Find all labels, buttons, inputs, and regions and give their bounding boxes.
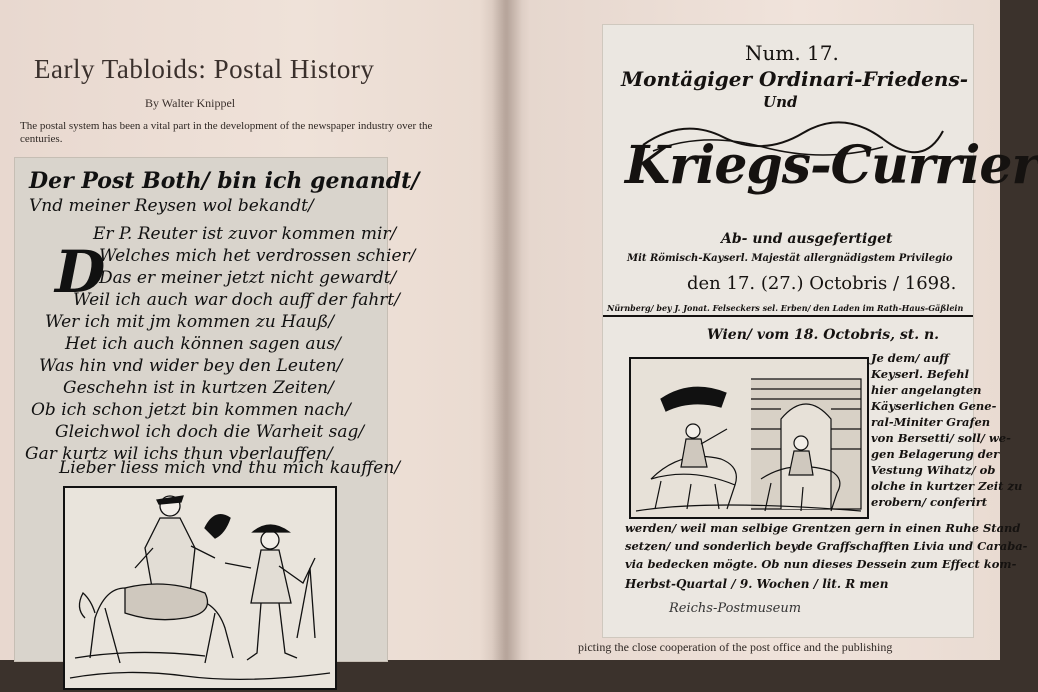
dateline: Wien/ vom 18. Octobris, st. n.: [707, 327, 940, 343]
woodcut-drawing: [65, 488, 335, 688]
poem-line: Ob ich schon jetzt bin kommen nach/: [31, 400, 351, 420]
side-text-line: Vestung Wihatz/ ob: [871, 463, 996, 477]
poem-line: Lieber liess mich vnd thu mich kauffen/: [59, 458, 401, 478]
side-text-line: hier angelangten: [871, 383, 982, 397]
side-text-line: olche in kurtzer Zeit zu: [871, 479, 1023, 493]
poem-line: Welches mich het verdrossen schier/: [99, 246, 416, 266]
poem-line: Er P. Reuter ist zuvor kommen mir/: [93, 224, 397, 244]
poem-line: Wer ich mit jm kommen zu Hauß/: [45, 312, 335, 332]
side-text-line: gen Belagerung der: [871, 447, 1000, 461]
side-text-line: Käyserlichen Gene-: [871, 399, 997, 413]
imprint-line: Nürnberg/ bey J. Jonat. Felseckers sel. Erben/ den Laden im Rath-Haus-Gäßlein: [607, 303, 964, 313]
masthead-line-1: Montägiger Ordinari-Friedens-: [621, 67, 969, 91]
foot-text-line: via bedecken mögte. Ob nun dieses Dessein zum Effect kom-: [625, 557, 1017, 571]
woodcut-drawing: [631, 359, 867, 517]
woodcut-rider-and-messenger: [63, 486, 337, 690]
poem-line: Gar kurtz wil ichs thun vberlauffen/: [25, 444, 333, 464]
side-text-line: erobern/ conferirt: [871, 495, 988, 509]
poem-line: Was hin vnd wider bey den Leuten/: [39, 356, 343, 376]
masthead-title: Kriegs-Currier: [625, 135, 1038, 196]
issue-number: Num. 17.: [745, 41, 839, 65]
poem-line: Das er meiner jetzt nicht gewardt/: [99, 268, 397, 288]
masthead-flourish: [643, 117, 943, 157]
foot-text-line: setzen/ und sonderlich beyde Graffschafften Livia und Caraba-: [625, 539, 1028, 553]
side-text-line: Keyserl. Befehl: [871, 367, 969, 381]
foot-text-line: Herbst-Quartal / 9. Wochen / lit. R men: [625, 577, 889, 591]
side-text-line: ral-Miniter Grafen: [871, 415, 991, 429]
side-text-line: Je dem/ auff: [871, 351, 949, 365]
masthead-line-2: Und: [763, 93, 798, 111]
caption-fragment: picting the close cooperation of the post office and the publishing: [578, 640, 893, 654]
poem-line: Geschehn ist in kurtzen Zeiten/: [63, 378, 334, 398]
privilege-line: Mit Römisch-Kayserl. Majestät allergnädigstem Privilegio: [627, 253, 953, 264]
rule: [603, 315, 973, 317]
issue-date: den 17. (27.) Octobris / 1698.: [687, 273, 957, 294]
book-gutter: [492, 0, 522, 660]
poem-line: Weil ich auch war doch auff der fahrt/: [73, 290, 400, 310]
poem-line: Der Post Both/ bin ich genandt/: [29, 168, 420, 194]
article-intro: The postal system has been a vital part in the development of the newspaper industry over the centuries.: [20, 120, 433, 145]
side-text-line: von Bersetti/ soll/ we-: [871, 431, 1011, 445]
poem-line: Gleichwol ich doch die Warheit sag/: [55, 422, 365, 442]
subtitle-line: Ab- und ausgefertiget: [721, 231, 893, 247]
illustration-post-both: [14, 157, 420, 662]
museum-stamp: Reichs-Postmuseum: [669, 601, 802, 616]
article-byline: By Walter Knippel: [145, 96, 236, 110]
foot-text-line: werden/ weil man selbige Grentzen gern in einen Ruhe Stand: [625, 521, 1021, 535]
drop-cap: D: [55, 238, 106, 306]
article-title: Early Tabloids: Postal History: [34, 54, 375, 84]
poem-line: Het ich auch können sagen aus/: [65, 334, 341, 354]
newspaper-facsimile: [602, 24, 1038, 638]
woodcut-riders-at-gate: [629, 357, 869, 519]
poem-line: Vnd meiner Reysen wol bekandt/: [29, 196, 314, 216]
